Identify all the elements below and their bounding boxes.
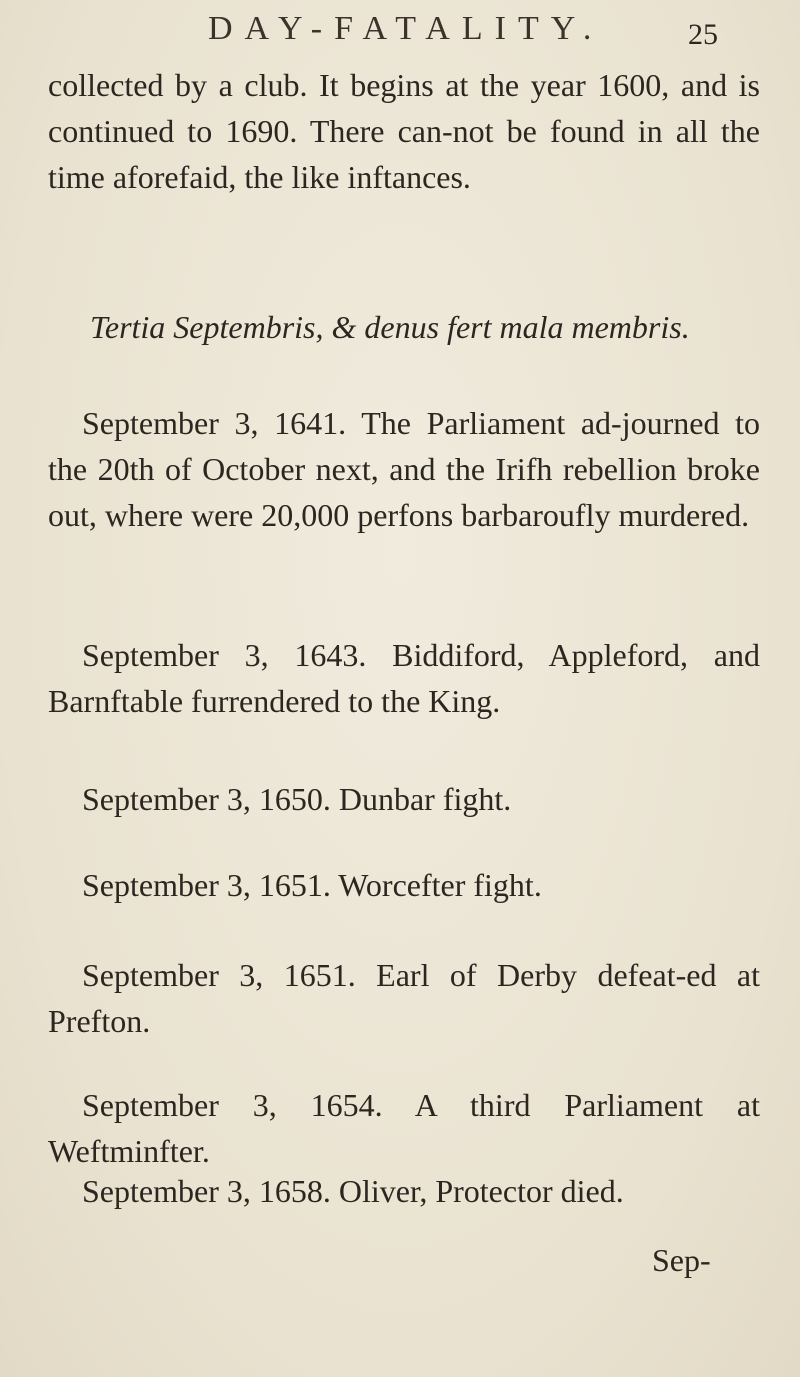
paragraph-continuation: collected by a club. It begins at the year 1600, and is continued to 1690. There can-not be found in all the time aforefaid, the like inftances. — [48, 67, 760, 195]
entry-1641: September 3, 1641. The Parliament ad-journed to the 20th of October next, and the Irifh rebellion broke out, where were 20,000 perfons barbaroufly murdered. — [48, 405, 760, 533]
running-title: DAY-FATALITY. — [208, 10, 604, 47]
catchword: Sep- — [652, 1242, 711, 1278]
entry-1650: September 3, 1650. Dunbar fight. — [82, 781, 512, 817]
entry-1658: September 3, 1658. Oliver, Protector died. — [82, 1173, 624, 1209]
page-number: 25 — [688, 18, 718, 51]
entry-1651-derby: September 3, 1651. Earl of Derby defeat-ed at Prefton. — [48, 957, 760, 1039]
entry-1643: September 3, 1643. Biddiford, Appleford, and Barnftable furrendered to the King. — [48, 637, 760, 719]
entry-1651-worcester: September 3, 1651. Worcefter fight. — [82, 867, 542, 903]
entry-1654: September 3, 1654. A third Parliament at Weftminfter. — [48, 1087, 760, 1169]
latin-motto: Tertia Septembris, & denus fert mala membris. — [90, 309, 690, 345]
